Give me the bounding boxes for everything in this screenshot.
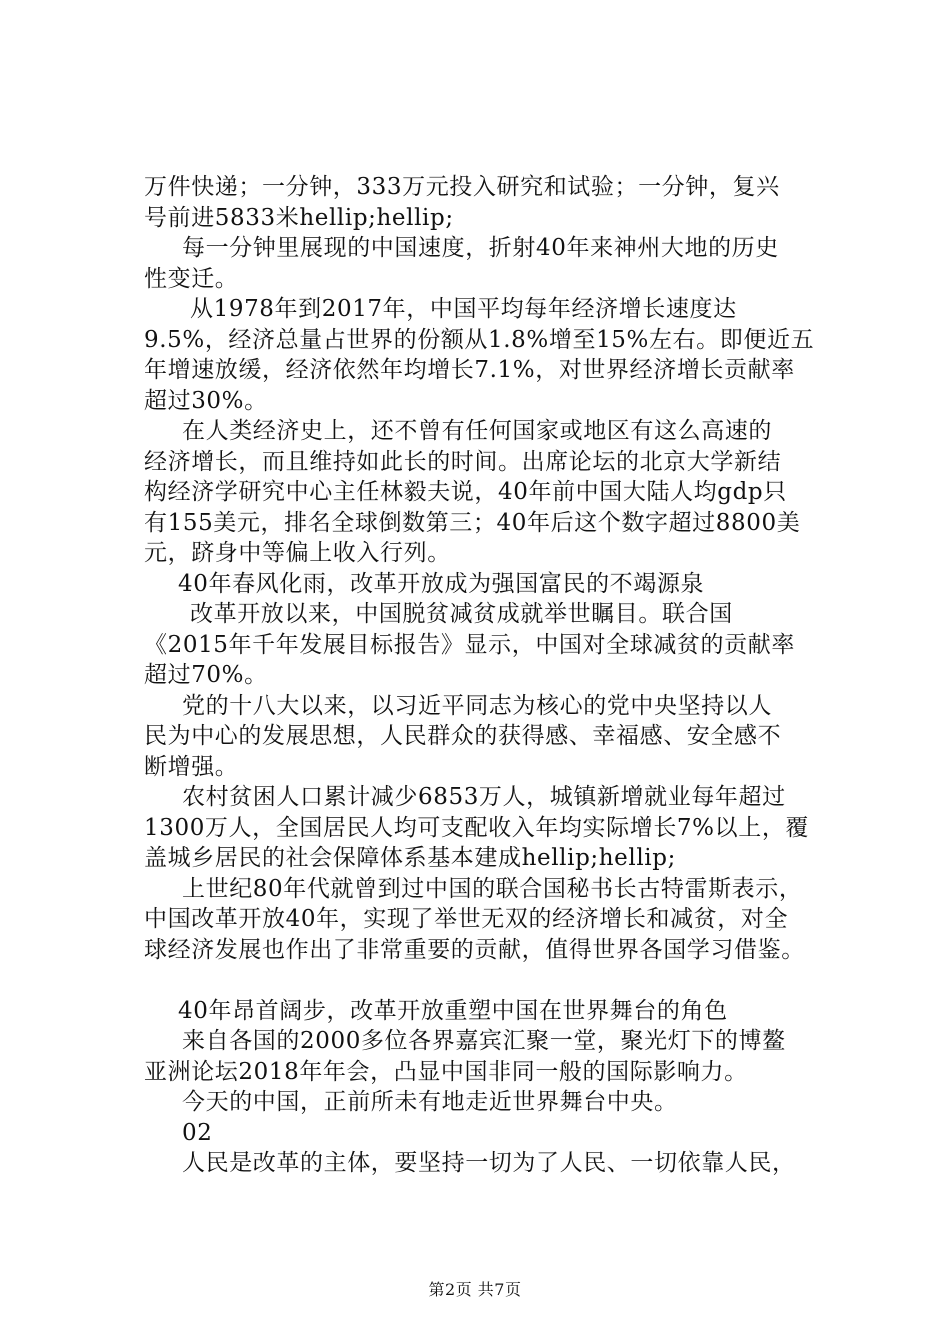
text-line: 在人类经济史上，还不曾有任何国家或地区有这么高速的 <box>182 418 772 444</box>
text-line: 号前进5833米hellip;hellip; <box>144 204 454 231</box>
paragraph-gap <box>144 965 864 996</box>
text-line: 9.5%，经济总量占世界的份额从1.8%增至15%左右。即便近五 <box>144 326 815 353</box>
text-line: 每一分钟里展现的中国速度，折射40年来神州大地的历史 <box>182 235 779 261</box>
text-line: 年增速放缓，经济依然年均增长7.1%，对世界经济增长贡献率 <box>144 357 795 383</box>
text-line: 上世纪80年代就曾到过中国的联合国秘书长古特雷斯表示， <box>182 875 803 902</box>
text-line: 人民是改革的主体，要坚持一切为了人民、一切依靠人民， <box>182 1150 796 1176</box>
text-line: 1300万人，全国居民人均可支配收入年均实际增长7%以上，覆 <box>144 814 810 841</box>
text-line: 球经济发展也作出了非常重要的贡献，值得世界各国学习借鉴。 <box>144 936 805 963</box>
body-text <box>144 172 864 1179</box>
text-line: 中国改革开放40年，实现了举世无双的经济增长和减贫，对全 <box>144 906 789 932</box>
text-line: 性变迁。 <box>144 265 239 292</box>
text-line: 元，跻身中等偏上收入行列。 <box>144 540 451 566</box>
text-line: 今天的中国，正前所未有地走近世界舞台中央。 <box>182 1089 678 1115</box>
text-line: 超过30%。 <box>144 387 268 414</box>
text-line: 构经济学研究中心主任林毅夫说，40年前中国大陆人均gdp只 <box>144 479 787 505</box>
text-line: 党的十八大以来，以习近平同志为核心的党中央坚持以人 <box>182 692 772 719</box>
text-line: 从1978年到2017年，中国平均每年经济增长速度达 <box>190 296 737 322</box>
text-line: 亚洲论坛2018年年会，凸显中国非同一般的国际影响力。 <box>144 1058 748 1085</box>
section-heading: 40年昂首阔步，改革开放重塑中国在世界舞台的角色 <box>178 997 728 1024</box>
page-footer: 第2页 共7页 <box>428 1280 522 1299</box>
text-line: 《2015年千年发展目标报告》显示，中国对全球减贫的贡献率 <box>144 631 795 658</box>
section-heading: 40年春风化雨，改革开放成为强国富民的不竭源泉 <box>178 570 705 597</box>
text-line: 民为中心的发展思想，人民群众的获得感、幸福感、安全感不 <box>144 723 782 749</box>
section-number: 02 <box>182 1119 213 1146</box>
text-line: 超过70%。 <box>144 662 268 688</box>
text-line: 有155美元，排名全球倒数第三；40年后这个数字超过8800美 <box>144 509 801 536</box>
text-line: 断增强。 <box>144 753 239 780</box>
text-line: 来自各国的2000多位各界嘉宾汇聚一堂，聚光灯下的博鳌 <box>182 1028 786 1054</box>
text-line: 万件快递；一分钟，333万元投入研究和试验；一分钟，复兴 <box>144 174 780 200</box>
text-line: 经济增长，而且维持如此长的时间。出席论坛的北京大学新结 <box>144 448 782 475</box>
text-line: 改革开放以来，中国脱贫减贫成就举世瞩目。联合国 <box>190 601 733 627</box>
text-line: 农村贫困人口累计减少6853万人，城镇新增就业每年超过 <box>182 784 786 810</box>
text-line: 盖城乡居民的社会保障体系基本建成hellip;hellip; <box>144 845 676 871</box>
